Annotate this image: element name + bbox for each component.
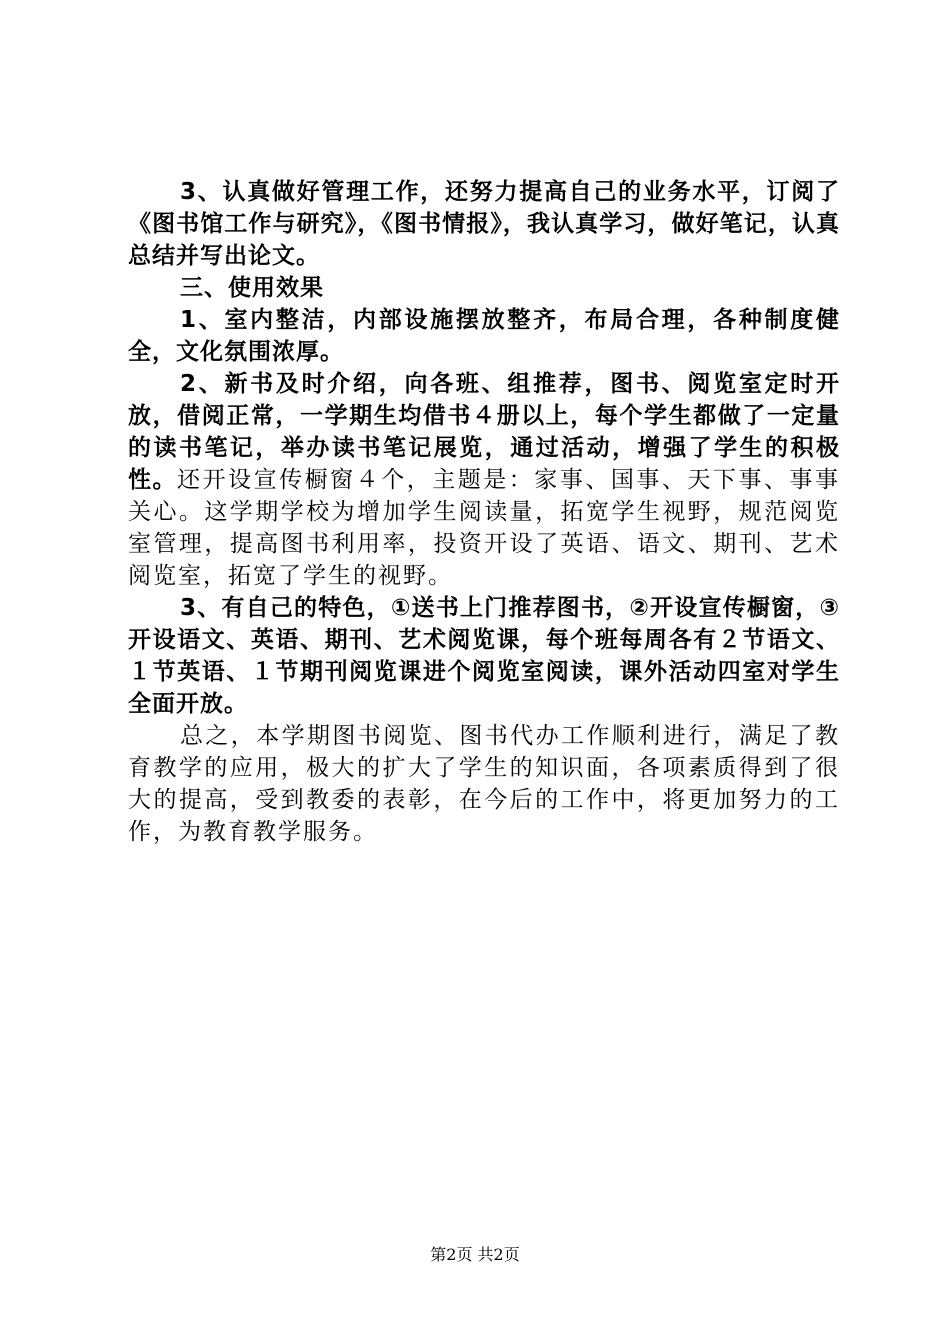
paragraph-new-books [128, 368, 840, 592]
document-body [128, 176, 840, 848]
paragraph-text-regular: 还开设宣传橱窗４个，主题是：家事、国事、天下事、事事关心。这学期学校为增加学生阅读量，拓宽学生视野，规范阅览室管理，提高图书利用率，投资开设了英语、语文、期刊、艺术阅览室，拓宽了学生的视野。 [128, 467, 841, 589]
section-heading-usage-effect [128, 272, 840, 304]
paragraph-summary [128, 720, 840, 848]
paragraph-text: 3、有自己的特色，①送书上门推荐图书，②开设宣传橱窗，③开设语文、英语、期刊、艺术阅览课，每个班每周各有２节语文、１节英语、１节期刊阅览课进个阅览室阅读，课外活动四室对学生全面开放。 [128, 595, 840, 717]
paragraph-text: 1、室内整洁，内部设施摆放整齐，布局合理，各种制度健全，文化氛围浓厚。 [128, 307, 840, 365]
paragraph-room-tidy [128, 304, 840, 368]
paragraph-management-work [128, 176, 840, 272]
heading-text: 三、使用效果 [180, 275, 324, 301]
paragraph-text: 3、认真做好管理工作，还努力提高自己的业务水平，订阅了《图书馆工作与研究》，《图书情报》，我认真学习，做好笔记，认真总结并写出论文。 [128, 179, 840, 269]
paragraph-text-bold: 2、新书及时介绍，向各班、组推荐，图书、阅览室定时开放，借阅正常，一学期生均借书４册以上，每个学生都做了一定量的读书笔记，举办读书笔记展览，通过活动，增强了学生的积极性。 [128, 371, 840, 493]
paragraph-text: 总之，本学期图书阅览、图书代办工作顺利进行，满足了教育教学的应用，极大的扩大了学生的知识面，各项素质得到了很大的提高，受到教委的表彰，在今后的工作中，将更加努力的工作，为教育教学服务。 [128, 723, 840, 845]
paragraph-features [128, 592, 840, 720]
page-footer: 第2页 共2页 [430, 1245, 520, 1264]
